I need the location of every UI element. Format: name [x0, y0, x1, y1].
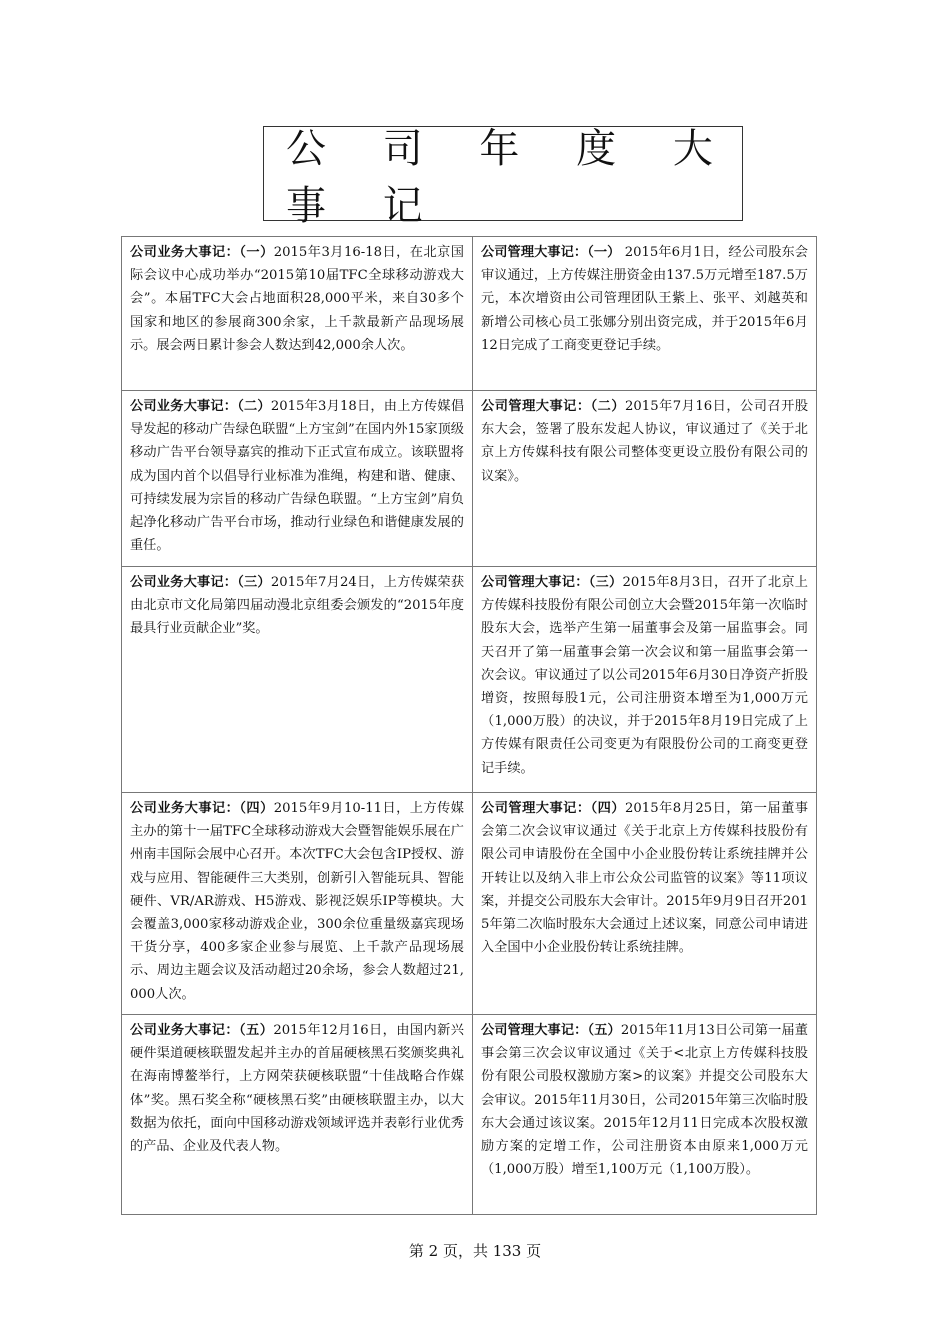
table-row — [122, 237, 817, 391]
business-event-cell — [122, 567, 473, 793]
management-event-text: 2015年11月13日公司第一届董事会第三次会议审议通过《关于<北京上方传媒科技股份有限公司股权激励方案>的议案》并提交公司股东大会审议。2015年11月30日，公司2015年第三次临时股东大会通过该议案。2015年12月11日完成本次股权激励方案的定增工作，公司注册资本由原来1,000万元（1,000万股）增至1,100万元（1,100万股）。 — [481, 1023, 808, 1178]
business-event-text: 2015年7月24日，上方传媒荣获由北京市文化局第四届动漫北京组委会颁发的“2015年度最具行业贡献企业”奖。 — [130, 575, 465, 637]
page-footer: 第 2 页，共 133 页 — [408, 1242, 542, 1260]
business-event-text: 2015年9月10-11日，上方传媒主办的第十一届TFC全球移动游戏大会暨智能娱乐展在广州南丰国际会展中心召开。本次TFC大会包含IP授权、游戏与应用、智能硬件三大类别，创新引入智能玩具、智能硬件、VR/AR游戏、H5游戏、影视泛娱乐IP等模块。大会覆盖3,000家移动游戏企业，300余位重量级嘉宾现场干货分享，400多家企业参与展览、上千款产品现场展示、周边主题会议及活动超过20余场，参会人数超过21,000人次。 — [130, 801, 464, 1002]
management-event-text: 2015年6月1日，经公司股东会审议通过，上方传媒注册资金由137.5万元增至187.5万元，本次增资由公司管理团队王紫上、张平、刘越英和新增公司核心员工张娜分别出资完成，并于2015年6月12日完成了工商变更登记手续。 — [481, 245, 808, 353]
management-event-label: 公司管理大事记：（四） — [481, 801, 626, 816]
management-event-label: 公司管理大事记：（一） — [481, 245, 621, 260]
business-event-label: 公司业务大事记：（二） — [130, 399, 271, 414]
table-row — [122, 391, 817, 567]
business-event-label: 公司业务大事记：（三） — [130, 575, 271, 590]
business-event-cell — [122, 237, 473, 391]
business-event-label: 公司业务大事记：（五） — [130, 1023, 274, 1038]
management-event-cell — [473, 391, 817, 567]
document-title-box — [263, 125, 743, 229]
management-event-label: 公司管理大事记：（五） — [481, 1023, 621, 1038]
management-event-label: 公司管理大事记：（二） — [481, 399, 626, 414]
management-event-label: 公司管理大事记：（三） — [481, 575, 623, 590]
business-event-cell — [122, 391, 473, 567]
management-event-text: 2015年8月25日，第一届董事会第二次会议审议通过《关于北京上方传媒科技股份有限公司申请股份在全国中小企业股份转让系统挂牌并公开转让以及纳入非上市公众公司监管的议案》等11项议案，并提交公司股东大会审计。2015年9月9日召开2015年第二次临时股东大会通过上述议案，同意公司申请进入全国中小企业股份转让系统挂牌。 — [481, 801, 809, 956]
business-event-text: 2015年12月16日，由国内新兴硬件渠道硬核联盟发起并主办的首届硬核黑石奖颁奖典礼在海南博鳌举行，上方网荣获硬核联盟“十佳战略合作媒体”奖。黑石奖全称“硬核黑石奖”由硬核联盟主办，以大数据为依托，面向中国移动游戏领域评选并表彰行业优秀的产品、企业及代表人物。 — [130, 1023, 464, 1155]
business-event-label: 公司业务大事记：（一） — [130, 245, 274, 260]
business-event-text: 2015年3月16-18日，在北京国际会议中心成功举办“2015第10届TFC全球移动游戏大会”。本届TFC大会占地面积28,000平米，来自30多个国家和地区的参展商300余家，上千款最新产品现场展示。展会两日累计参会人数达到42,000余人次。 — [130, 245, 464, 353]
business-event-cell — [122, 1015, 473, 1215]
management-event-cell — [473, 793, 817, 1015]
events-table — [121, 236, 817, 1215]
management-event-cell — [473, 1015, 817, 1215]
table-row — [122, 567, 817, 793]
table-row — [122, 1015, 817, 1215]
management-event-cell — [473, 567, 817, 793]
business-event-text: 2015年3月18日，由上方传媒倡导发起的移动广告绿色联盟“上方宝剑”在国内外15家顶级移动广告平台领导嘉宾的推动下正式宣布成立。该联盟将成为国内首个以倡导行业标准为准绳，构建和谐、健康、可持续发展为宗旨的移动广告绿色联盟。“上方宝剑”肩负起净化移动广告平台市场，推动行业绿色和谐健康发展的重任。 — [130, 399, 465, 554]
business-event-label: 公司业务大事记：（四） — [130, 801, 274, 816]
table-row — [122, 793, 817, 1015]
management-event-cell — [473, 237, 817, 391]
document-title: 公 司 年 度 大 事 记 — [286, 125, 735, 229]
management-event-text: 2015年7月16日，公司召开股东大会，签署了股东发起人协议，审议通过了《关于北京上方传媒科技有限公司整体变更设立股份有限公司的议案》。 — [481, 399, 809, 484]
management-event-text: 2015年8月3日，召开了北京上方传媒科技股份有限公司创立大会暨2015年第一次临时股东大会，选举产生第一届董事会及第一届监事会。同天召开了第一届董事会第一次会议和第一届监事会第一次会议。审议通过了以公司2015年6月30日净资产折股增资，按照每股1元，公司注册资本增至为1,000万元（1,000万股）的决议，并于2015年8月19日完成了上方传媒有限责任公司变更为有限股份公司的工商变更登记手续。 — [481, 575, 808, 776]
business-event-cell — [122, 793, 473, 1015]
